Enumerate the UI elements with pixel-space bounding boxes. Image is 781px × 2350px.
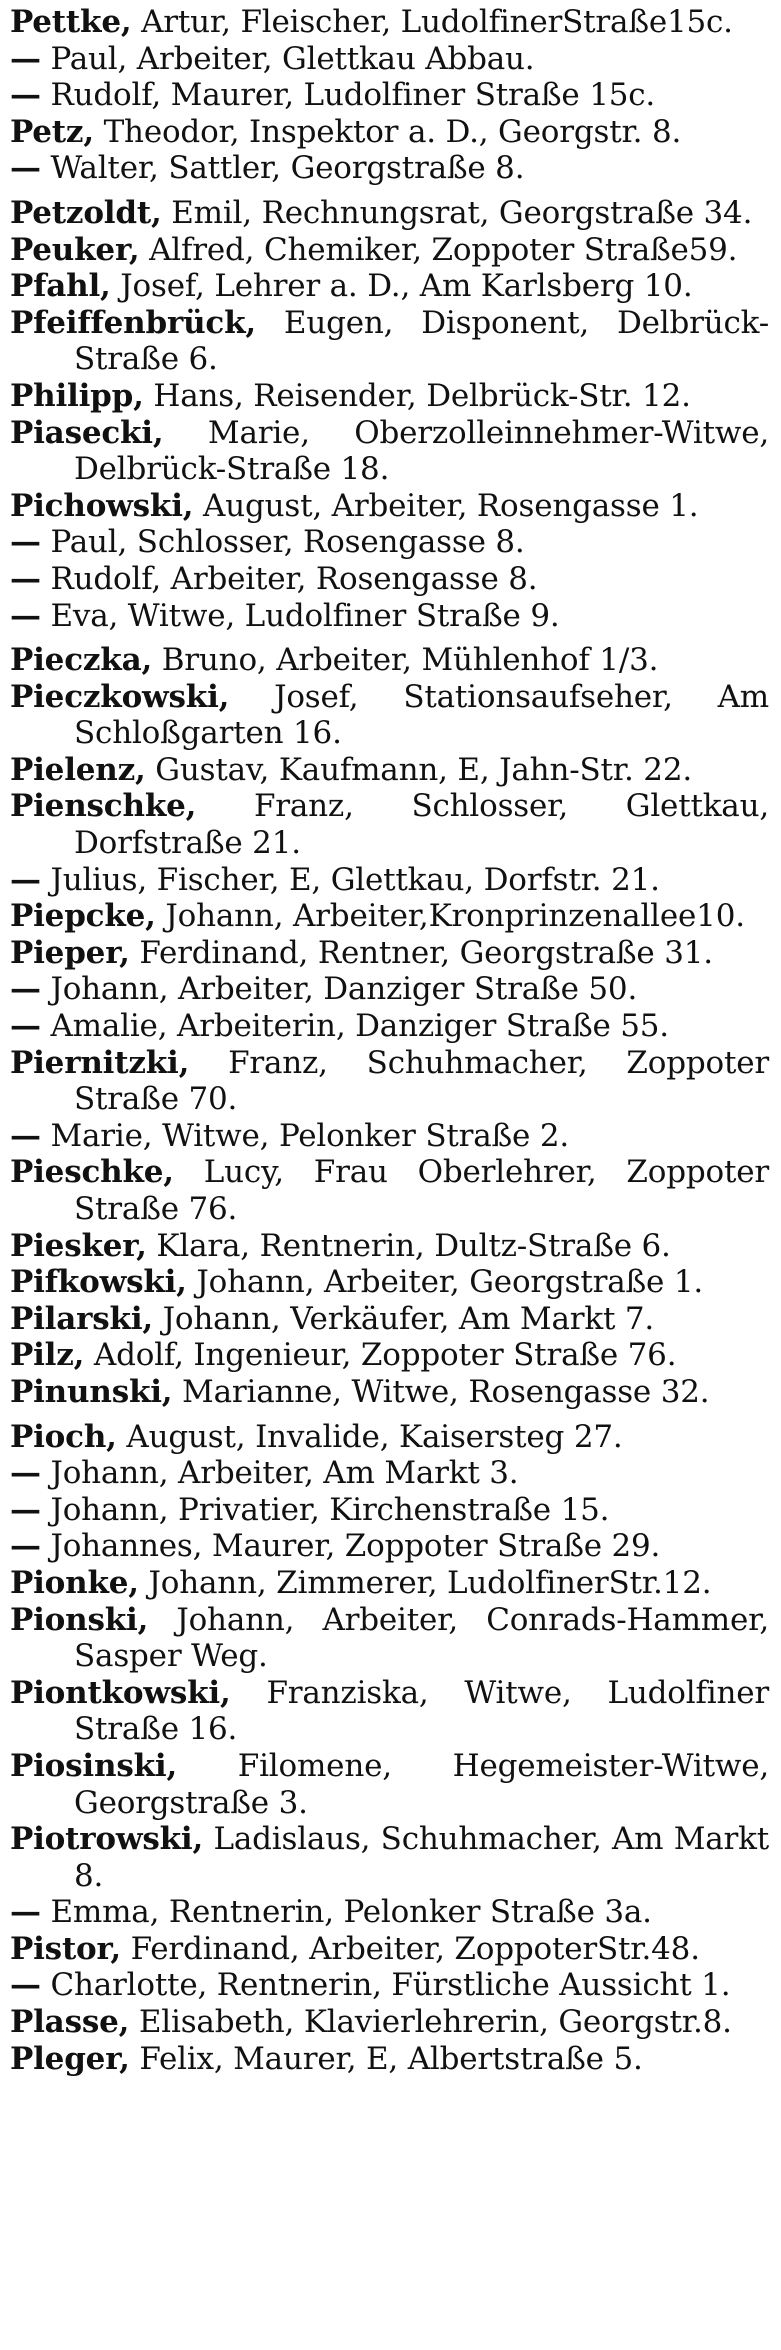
entry-name: —: [10, 1967, 41, 2004]
entry-details: Johann, Arbeiter,Kronprinzenallee10.: [155, 898, 745, 935]
entry-details: Rudolf, Arbeiter, Rosengasse 8.: [40, 560, 538, 597]
entry-details: Johann, Arbeiter, Danziger Straße 50.: [40, 971, 638, 1008]
entry-details: Bruno, Arbeiter, Mühlenhof 1/3.: [152, 642, 659, 679]
entry-pettke-paul: [10, 41, 769, 78]
entry-piotrowski-emma: [10, 1894, 769, 1931]
entry-name: —: [10, 150, 41, 187]
entry-name: —: [10, 77, 41, 114]
entry-piernitzki-marie: [10, 1118, 769, 1155]
entry-details: Eugen, Disponent, Delbrück-Straße 6.: [74, 304, 769, 378]
entry-details: August, Arbeiter, Rosengasse 1.: [193, 487, 699, 524]
entry-details: Johann, Arbeiter, Conrads-Hammer, Sasper Weg.: [74, 1601, 769, 1675]
entry-name: Pieczka,: [10, 642, 153, 679]
entry-details: Lucy, Frau Oberlehrer, Zoppoter Straße 76.: [74, 1154, 769, 1227]
entry-name: Philipp,: [10, 377, 144, 414]
entry-name: —: [10, 524, 41, 561]
entry-details: Marianne, Witwe, Rosengasse 32.: [172, 1373, 710, 1410]
entry-name: —: [10, 1455, 41, 1492]
entry-details: Ferdinand, Arbeiter, ZoppoterStr.48.: [121, 1930, 700, 1967]
entry-pionski-johann: [10, 1602, 769, 1675]
entry-pichowski-rudolf: [10, 561, 769, 598]
entry-details: Paul, Arbeiter, Glettkau Abbau.: [40, 40, 535, 77]
entry-pienschke-julius: [10, 862, 769, 899]
entry-details: Josef, Lehrer a. D., Am Karlsberg 10.: [110, 268, 693, 305]
entry-pfahl-josef: [10, 268, 769, 305]
entry-pieschke-lucy: [10, 1154, 769, 1227]
entry-name: Piepcke,: [10, 898, 156, 935]
entry-details: Johann, Arbeiter, Am Markt 3.: [40, 1455, 519, 1492]
entry-pionke-johann: [10, 1565, 769, 1602]
entry-details: Alfred, Chemiker, Zoppoter Straße59.: [139, 231, 738, 268]
entry-piepcke-johann: [10, 898, 769, 935]
entry-name: Piernitzki,: [10, 1044, 190, 1081]
entry-details: Marie, Oberzolleinnehmer-Witwe, Delbrück-Straße 18.: [74, 414, 769, 488]
entry-name: Pistor,: [10, 1930, 122, 1967]
entry-name: Piesker,: [10, 1227, 147, 1264]
entry-pienschke-franz: [10, 788, 769, 861]
entry-details: Eva, Witwe, Ludolfiner Straße 9.: [40, 597, 560, 634]
entry-details: Ladislaus, Schuhmacher, Am Markt 8.: [74, 1821, 769, 1894]
entry-name: —: [10, 861, 41, 898]
entry-pieczkowski-josef: [10, 679, 769, 752]
entry-details: Julius, Fischer, E, Glettkau, Dorfstr. 21.: [40, 861, 660, 898]
entry-details: Franz, Schuhmacher, Zoppoter Straße 70.: [74, 1044, 769, 1118]
entry-piesker-klara: [10, 1228, 769, 1265]
entry-pioch-august: [10, 1419, 769, 1456]
entry-name: —: [10, 1894, 41, 1931]
entry-name: —: [10, 971, 41, 1008]
entry-name: Pichowski,: [10, 487, 194, 524]
entry-details: Emil, Rechnungsrat, Georgstraße 34.: [161, 194, 753, 231]
entry-petz-theodor: [10, 114, 769, 151]
entry-name: Pinunski,: [10, 1373, 173, 1410]
entry-pichowski-paul: [10, 524, 769, 561]
entry-name: —: [10, 1491, 41, 1528]
entry-details: Johann, Arbeiter, Georgstraße 1.: [186, 1264, 704, 1301]
entry-details: Paul, Schlosser, Rosengasse 8.: [40, 524, 525, 561]
entry-details: Ferdinand, Rentner, Georgstraße 31.: [129, 934, 713, 971]
entry-details: Franziska, Witwe, Ludolfiner Straße 16.: [74, 1674, 769, 1748]
entry-philipp-hans: [10, 378, 769, 415]
entry-pilarski-johann: [10, 1301, 769, 1338]
entry-name: —: [10, 40, 41, 77]
entry-plasse-elisabeth: [10, 2004, 769, 2041]
entry-pieper-amalie: [10, 1008, 769, 1045]
entry-pioch-johannes: [10, 1528, 769, 1565]
entry-name: —: [10, 560, 41, 597]
entry-details: Johann, Zimmerer, LudolfinerStr.12.: [138, 1564, 712, 1601]
entry-pielenz-gustav: [10, 752, 769, 789]
entry-pichowski-august: [10, 488, 769, 525]
entry-pistor-ferdinand: [10, 1931, 769, 1968]
entry-details: Rudolf, Maurer, Ludolfiner Straße 15c.: [40, 77, 656, 114]
entry-name: Pieczkowski,: [10, 678, 230, 715]
entry-piontkowski-franziska: [10, 1675, 769, 1748]
entry-name: —: [10, 1117, 41, 1154]
entry-piosinski-filomene: [10, 1748, 769, 1821]
entry-details: Felix, Maurer, E, Albertstraße 5.: [129, 2040, 643, 2077]
entry-pistor-charlotte: [10, 1967, 769, 2004]
entry-name: —: [10, 597, 41, 634]
entry-details: Josef, Stationsaufseher, Am Schloßgarten 16.: [74, 678, 769, 752]
entry-name: Piasecki,: [10, 414, 164, 451]
entry-details: Adolf, Ingenieur, Zoppoter Straße 76.: [84, 1337, 677, 1374]
entry-name: —: [10, 1528, 41, 1565]
entry-pettke-artur: [10, 4, 769, 41]
entry-name: Pfahl,: [10, 268, 111, 305]
entry-details: Marie, Witwe, Pelonker Straße 2.: [40, 1117, 569, 1154]
entry-details: Johannes, Maurer, Zoppoter Straße 29.: [40, 1528, 661, 1565]
entry-name: Pilarski,: [10, 1300, 153, 1337]
entry-pioch-johann-arbeiter: [10, 1455, 769, 1492]
entry-name: Plasse,: [10, 2004, 130, 2041]
entry-details: Walter, Sattler, Georgstraße 8.: [40, 150, 525, 187]
entry-name: Peuker,: [10, 231, 140, 268]
entry-details: Johann, Verkäufer, Am Markt 7.: [152, 1300, 655, 1337]
entry-pfeiffenbrueck-eugen: [10, 305, 769, 378]
entry-name: Petz,: [10, 113, 94, 150]
entry-name: Pionski,: [10, 1601, 149, 1638]
entry-details: Elisabeth, Klavierlehrerin, Georgstr.8.: [129, 2004, 732, 2041]
entry-name: Piosinski,: [10, 1747, 178, 1784]
entry-pettke-rudolf: [10, 77, 769, 114]
entry-name: —: [10, 1008, 41, 1045]
entry-pinunski-marianne: [10, 1374, 769, 1411]
entry-name: Pleger,: [10, 2040, 130, 2077]
entry-name: Pifkowski,: [10, 1264, 187, 1301]
entry-details: Charlotte, Rentnerin, Fürstliche Aussicht 1.: [40, 1967, 731, 2004]
entry-details: Emma, Rentnerin, Pelonker Straße 3a.: [40, 1894, 652, 1931]
entry-details: August, Invalide, Kaisersteg 27.: [116, 1418, 623, 1455]
entry-details: Hans, Reisender, Delbrück-Str. 12.: [143, 377, 691, 414]
entry-piasecki-marie: [10, 415, 769, 488]
entry-name: Pienschke,: [10, 788, 197, 825]
entry-name: Pieschke,: [10, 1154, 174, 1191]
entry-pieczka-bruno: [10, 642, 769, 679]
entry-name: Petzoldt,: [10, 194, 162, 231]
entry-pleger-felix: [10, 2041, 769, 2078]
entry-name: Pilz,: [10, 1337, 85, 1374]
entry-pifkowski-johann: [10, 1264, 769, 1301]
entry-name: Pionke,: [10, 1564, 139, 1601]
entry-pieper-ferdinand: [10, 935, 769, 972]
entry-details: Artur, Fleischer, LudolfinerStraße15c.: [131, 4, 733, 40]
entry-name: Piotrowski,: [10, 1821, 204, 1858]
entry-piernitzki-franz: [10, 1045, 769, 1118]
entry-details: Klara, Rentnerin, Dultz-Straße 6.: [146, 1227, 671, 1264]
entry-details: Theodor, Inspektor a. D., Georgstr. 8.: [93, 113, 682, 150]
entry-pioch-johann-privatier: [10, 1492, 769, 1529]
entry-details: Amalie, Arbeiterin, Danziger Straße 55.: [40, 1008, 669, 1045]
entry-pieper-johann: [10, 971, 769, 1008]
entry-peuker-alfred: [10, 232, 769, 269]
entry-petzoldt-emil: [10, 195, 769, 232]
entry-name: Pettke,: [10, 4, 132, 40]
entry-details: Filomene, Hegemeister-Witwe, Georgstraße 3.: [74, 1747, 769, 1821]
entry-pilz-adolf: [10, 1337, 769, 1374]
entry-name: Piontkowski,: [10, 1674, 231, 1711]
entry-piotrowski-ladislaus: [10, 1821, 769, 1894]
entry-petz-walter: [10, 150, 769, 187]
entry-pichowski-eva: [10, 598, 769, 635]
entry-details: Franz, Schlosser, Glettkau, Dorfstraße 21.: [74, 788, 769, 862]
entry-name: Pioch,: [10, 1418, 117, 1455]
entry-details: Johann, Privatier, Kirchenstraße 15.: [40, 1491, 610, 1528]
entry-name: Pieper,: [10, 934, 130, 971]
entry-details: Gustav, Kaufmann, E, Jahn-Str. 22.: [145, 751, 692, 788]
entry-name: Pielenz,: [10, 751, 146, 788]
entry-name: Pfeiffenbrück,: [10, 304, 256, 341]
